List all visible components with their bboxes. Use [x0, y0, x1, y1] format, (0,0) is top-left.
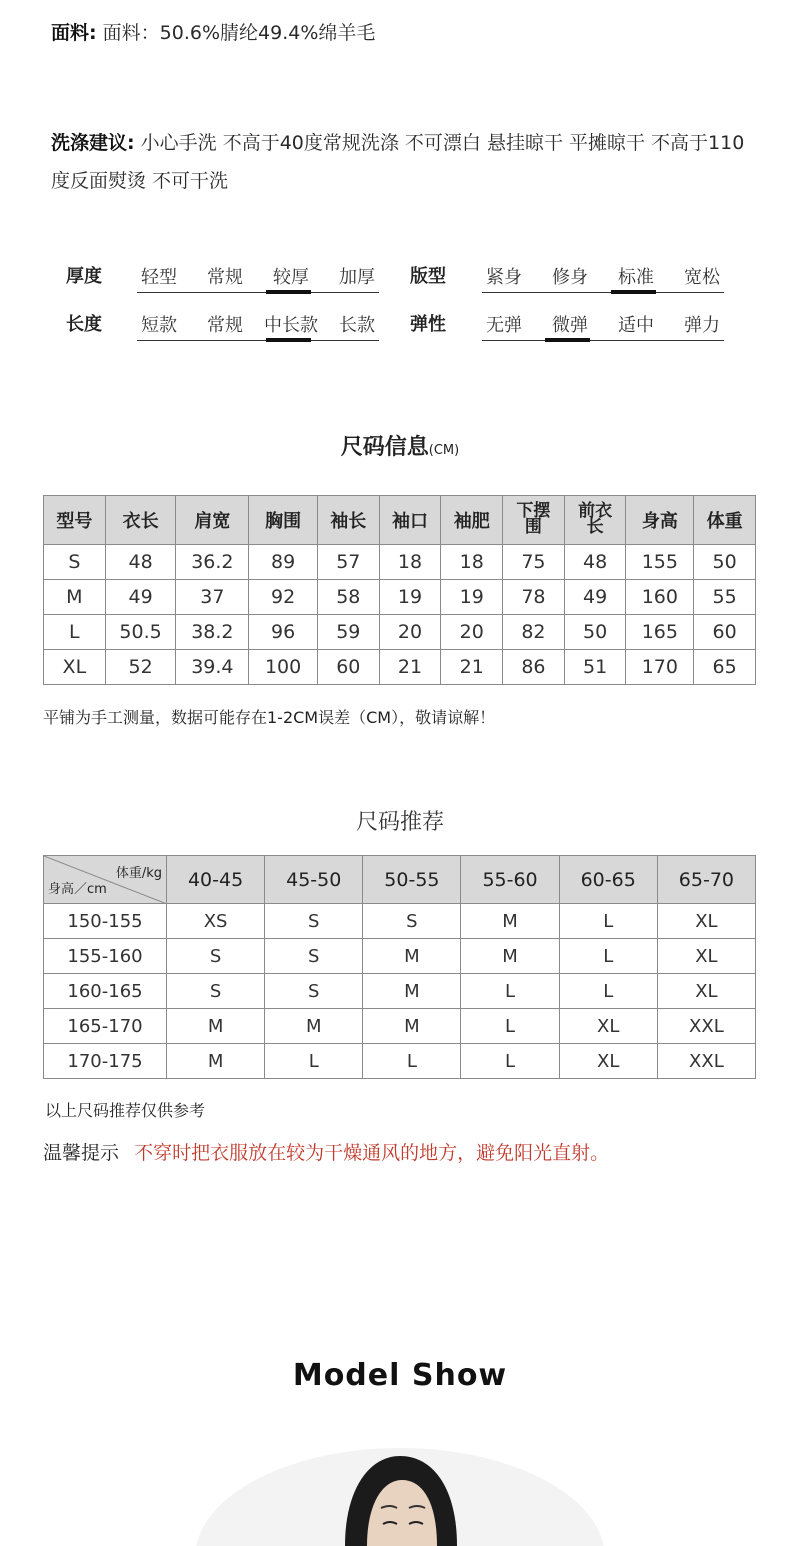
size-cell: M: [265, 1009, 363, 1044]
table-cell: 20: [379, 615, 441, 650]
table-cell: 18: [379, 545, 441, 580]
size-info-title: 尺码信息(CM): [340, 435, 460, 460]
table-cell: 21: [379, 650, 441, 685]
size-cell: XL: [657, 939, 755, 974]
size-info-header: 袖长: [317, 496, 379, 545]
table-cell: M: [44, 580, 106, 615]
model-photo: [195, 1448, 605, 1546]
table-cell: 19: [379, 580, 441, 615]
attr-option: 加厚: [339, 267, 375, 288]
table-cell: 55: [694, 580, 756, 615]
attr-option: 常规: [207, 315, 243, 336]
attr-option: 微弹: [552, 315, 588, 336]
size-info-header: 衣长: [105, 496, 176, 545]
table-cell: 75: [503, 545, 565, 580]
attr-label: 弹性: [410, 314, 446, 335]
table-cell: 165: [626, 615, 694, 650]
attr-selected-marker: [611, 290, 656, 294]
size-info-header-row: [44, 496, 756, 545]
size-cell: XL: [657, 904, 755, 939]
size-cell: L: [559, 939, 657, 974]
table-cell: 49: [564, 580, 626, 615]
table-row: [44, 904, 756, 939]
size-cell: XXL: [657, 1009, 755, 1044]
size-cell: XL: [559, 1009, 657, 1044]
size-cell: S: [363, 904, 461, 939]
size-info-header-line: 围: [524, 517, 542, 537]
attr-option: 短款: [141, 315, 177, 336]
weight-header: 40-45: [167, 856, 265, 904]
size-cell: M: [363, 1009, 461, 1044]
wash-advice: [51, 124, 763, 200]
size-info-header: 身高: [626, 496, 694, 545]
table-cell: 37: [176, 580, 249, 615]
size-cell: S: [167, 939, 265, 974]
table-cell: 170: [626, 650, 694, 685]
size-info-header-line: 下摆: [516, 501, 551, 521]
weight-header: 45-50: [265, 856, 363, 904]
measure-note: 平铺为手工测量，数据可能存在1-2CM误差（CM），敬请谅解！: [43, 708, 496, 727]
attr-label: 版型: [410, 266, 446, 287]
size-info-header-line: 长: [586, 517, 604, 537]
attr-option: 适中: [618, 315, 654, 336]
fabric-line: [51, 18, 375, 45]
attr-option: 无弹: [486, 315, 522, 336]
attr-option: 修身: [552, 267, 588, 288]
attr-scale-line: [482, 292, 724, 293]
size-cell: S: [265, 904, 363, 939]
table-cell: 48: [105, 545, 176, 580]
attr-option: 宽松: [684, 267, 720, 288]
size-cell: L: [461, 1044, 559, 1079]
size-cell: XL: [559, 1044, 657, 1079]
size-info-header: 体重: [694, 496, 756, 545]
table-cell: 51: [564, 650, 626, 685]
attr-scale-line: [482, 340, 724, 341]
size-cell: XXL: [657, 1044, 755, 1079]
table-cell: 92: [249, 580, 318, 615]
attr-selected-marker: [266, 338, 311, 342]
size-reco-header-row: [44, 856, 756, 904]
weight-header: 50-55: [363, 856, 461, 904]
table-cell: 52: [105, 650, 176, 685]
table-row: [44, 1044, 756, 1079]
height-cell: 165-170: [44, 1009, 167, 1044]
size-info-header: 肩宽: [176, 496, 249, 545]
size-cell: M: [167, 1009, 265, 1044]
attr-selected-marker: [266, 290, 311, 294]
model-show-title: Model Show: [292, 1358, 508, 1393]
size-cell: L: [363, 1044, 461, 1079]
tip-text: 不穿时把衣服放在较为干燥通风的地方，避免阳光直射。: [134, 1142, 610, 1164]
table-cell: 50: [564, 615, 626, 650]
size-cell: L: [461, 1009, 559, 1044]
weight-header: 55-60: [461, 856, 559, 904]
attr-scale-line: [137, 340, 379, 341]
table-cell: 21: [441, 650, 503, 685]
corner-height-label: 身高／cm: [48, 882, 107, 897]
size-cell: S: [265, 939, 363, 974]
reco-note: 以上尺码推荐仅供参考: [45, 1101, 206, 1120]
table-cell: 155: [626, 545, 694, 580]
weight-header: 65-70: [657, 856, 755, 904]
table-row: [44, 615, 756, 650]
table-cell: XL: [44, 650, 106, 685]
size-info-header-label: [516, 503, 550, 535]
attr-option: 较厚: [273, 267, 309, 288]
size-info-header: [503, 496, 565, 545]
table-cell: 78: [503, 580, 565, 615]
weight-header: 60-65: [559, 856, 657, 904]
table-cell: 49: [105, 580, 176, 615]
table-cell: 86: [503, 650, 565, 685]
tip-label: 温馨提示: [43, 1142, 120, 1164]
table-cell: 58: [317, 580, 379, 615]
attr-label: 厚度: [66, 266, 102, 287]
attr-option: 紧身: [486, 267, 522, 288]
table-cell: 60: [694, 615, 756, 650]
height-cell: 160-165: [44, 974, 167, 1009]
attr-option: 标准: [618, 267, 654, 288]
wash-label: 洗涤建议:: [51, 132, 135, 154]
size-info-header-label: [578, 503, 612, 535]
size-reco-title: 尺码推荐: [355, 810, 444, 835]
size-info-header: [564, 496, 626, 545]
size-cell: M: [461, 939, 559, 974]
height-cell: 170-175: [44, 1044, 167, 1079]
size-cell: L: [559, 904, 657, 939]
table-row: [44, 1009, 756, 1044]
size-cell: M: [363, 939, 461, 974]
table-cell: 50: [694, 545, 756, 580]
size-cell: XS: [167, 904, 265, 939]
size-cell: M: [363, 974, 461, 1009]
table-row: [44, 974, 756, 1009]
size-cell: L: [559, 974, 657, 1009]
table-cell: 48: [564, 545, 626, 580]
table-cell: 57: [317, 545, 379, 580]
size-cell: XL: [657, 974, 755, 1009]
attr-label: 长度: [66, 314, 102, 335]
table-cell: 96: [249, 615, 318, 650]
size-cell: S: [167, 974, 265, 1009]
table-row: [44, 650, 756, 685]
table-cell: 36.2: [176, 545, 249, 580]
fabric-value: 面料：50.6%腈纶49.4%绵羊毛: [102, 22, 376, 44]
size-info-header: 袖口: [379, 496, 441, 545]
table-cell: 82: [503, 615, 565, 650]
table-cell: 20: [441, 615, 503, 650]
corner-weight-label: 体重/kg: [115, 866, 162, 881]
wash-value: 小心手洗 不高于40度常规洗涤 不可漂白 悬挂晾干 平摊晾干 不高于110度反面熨烫 不可干洗: [51, 132, 745, 192]
tip-line: [43, 1138, 609, 1165]
size-cell: M: [167, 1044, 265, 1079]
attr-option: 长款: [339, 315, 375, 336]
table-cell: 18: [441, 545, 503, 580]
table-cell: 100: [249, 650, 318, 685]
size-cell: S: [265, 974, 363, 1009]
table-cell: 38.2: [176, 615, 249, 650]
size-info-unit: (CM): [428, 443, 460, 458]
table-row: [44, 545, 756, 580]
table-cell: 65: [694, 650, 756, 685]
table-cell: S: [44, 545, 106, 580]
table-cell: 60: [317, 650, 379, 685]
fabric-label: 面料:: [51, 22, 97, 44]
attr-selected-marker: [545, 338, 590, 342]
height-cell: 155-160: [44, 939, 167, 974]
table-cell: L: [44, 615, 106, 650]
table-row: [44, 580, 756, 615]
size-reco-table: [43, 855, 756, 1079]
size-cell: L: [265, 1044, 363, 1079]
attr-option: 弹力: [684, 315, 720, 336]
size-cell: L: [461, 974, 559, 1009]
size-cell: M: [461, 904, 559, 939]
corner-cell: [44, 856, 167, 904]
attr-option: 常规: [207, 267, 243, 288]
table-row: [44, 939, 756, 974]
height-cell: 150-155: [44, 904, 167, 939]
attr-scale-line: [137, 292, 379, 293]
table-cell: 39.4: [176, 650, 249, 685]
table-cell: 50.5: [105, 615, 176, 650]
size-info-header: 袖肥: [441, 496, 503, 545]
size-info-header: 型号: [44, 496, 106, 545]
table-cell: 59: [317, 615, 379, 650]
model-head-illustration: [195, 1448, 605, 1546]
table-cell: 160: [626, 580, 694, 615]
size-info-table: [43, 495, 756, 685]
table-cell: 19: [441, 580, 503, 615]
table-cell: 89: [249, 545, 318, 580]
attr-option: 中长款: [264, 315, 318, 336]
attr-option: 轻型: [141, 267, 177, 288]
size-info-header-line: 前衣: [578, 501, 613, 521]
size-info-header: 胸围: [249, 496, 318, 545]
